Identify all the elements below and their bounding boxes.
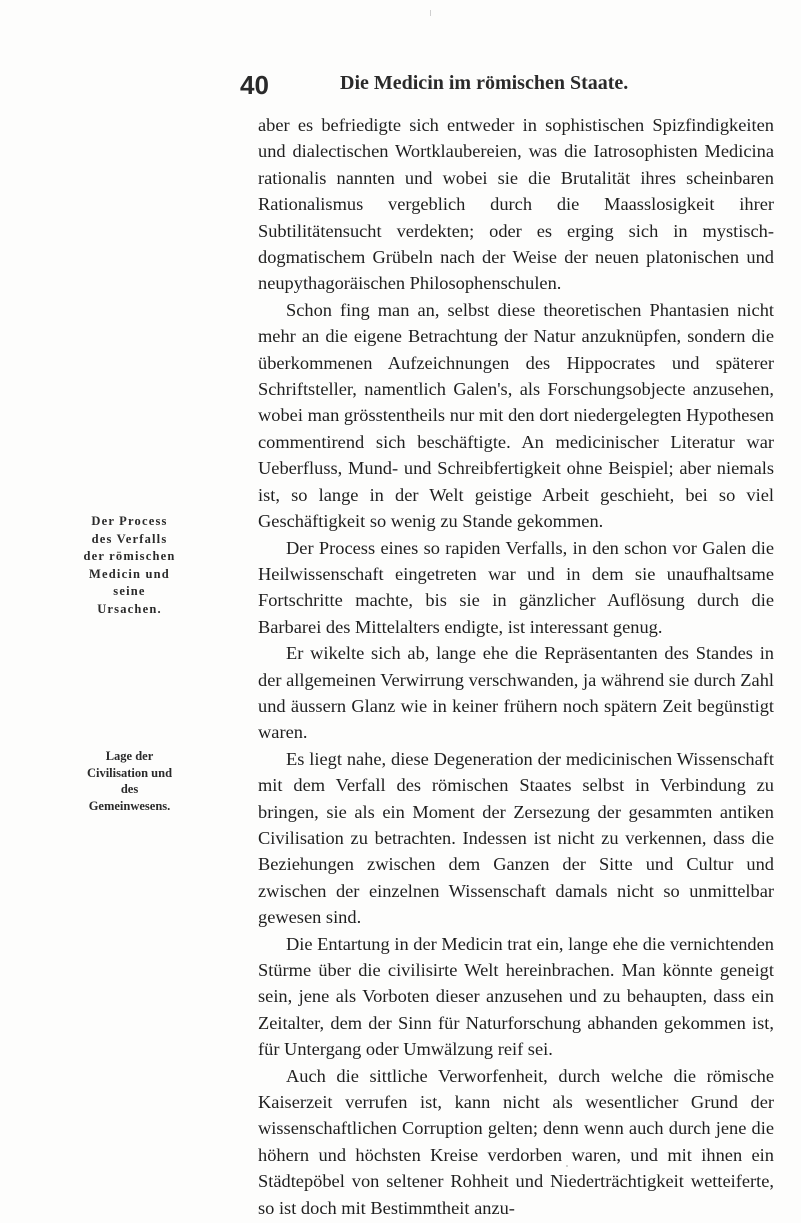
paragraph: Er wikelte sich ab, lange ehe die Repräsentanten des Standes in der allgemeinen Verwirrung verschwanden, ja während sie durch Zahl und äussern Glanz wie in keiner frühern noch spätern Zeit begünstigt waren. xyxy=(258,643,774,743)
margin-note-civilisation: Lage der Civilisation und des Gemeinwesens. xyxy=(86,749,173,813)
paragraph: Auch die sittliche Verworfenheit, durch welche die römische Kaiserzeit verrufen ist, kann nicht als wesentlicher Grund der wissenschaftlichen Corruption gelten; denn wenn auch durch jene die höhern und höchsten Kreise verdorben waren, und mit ihnen ein Städtepöbel von seltener Rohheit und Niederträchtigkeit wetteiferte, so ist doch mit Bestimmtheit anzu- xyxy=(258,1065,774,1218)
page-number: 40 xyxy=(240,70,269,100)
scan-mark xyxy=(430,10,431,16)
margin-note-process: Der Process des Verfalls der römischen Medicin und seine Ursachen. xyxy=(83,514,176,616)
paragraph: Schon fing man an, selbst diese theoretischen Phantasien nicht mehr an die eigene Betrachtung der Natur anzuknüpfen, sondern die überkommenen Aufzeichnungen des Hippocrates und späterer Schriftsteller, namentlich Galen's, als Forschungsobjecte anzusehen, wobei man grösstentheils nur mit den dort niedergelegten Hypothesen commentirend sich beschäftigte. An medicinischer Literatur war Ueberfluss, Mund- und Schreibfertigkeit ohne Beispiel; aber niemals ist, so lange in der Welt geistige Arbeit geschieht, bei so viel Geschäftigkeit so wenig zu Stande gekommen. xyxy=(258,299,774,532)
scan-mark xyxy=(566,1165,568,1167)
paragraph: aber es befriedigte sich entweder in sophistischen Spizfindigkeiten und dialectischen Wortklaubereien, was die Iatrosophisten Medicina rationalis nannten und wobei sie die Brutalität ihres scheinbaren Rationalismus vergeblich durch die Maasslosigkeit ihrer Subtilitätensucht verdekten; oder es erging sich in mystisch-dogmatischem Grübeln nach der Weise der neuen platonischen und neupythagoräischen Philosophenschulen. xyxy=(258,115,774,294)
paragraph: Der Process eines so rapiden Verfalls, in den schon vor Galen die Heilwissenschaft eingetreten war und in dem sie unaufhaltsame Fortschritte machte, bis sie in gänzlicher Auflösung durch die Barbarei des Mittelalters endigte, ist interessant genug. xyxy=(258,537,774,637)
running-title: Die Medicin im römischen Staate. xyxy=(340,72,629,94)
body-text xyxy=(258,112,774,1221)
paragraph: Die Entartung in der Medicin trat ein, lange ehe die vernichtenden Stürme über die civilisirte Welt hereinbrachen. Man könnte geneigt sein, jene als Vorboten dieser anzusehen und zu behaupten, dass ein Zeitalter, dem der Sinn für Naturforschung abhanden gekommen ist, für Untergang oder Umwälzung reif sei. xyxy=(258,933,774,1060)
paragraph: Es liegt nahe, diese Degeneration der medicinischen Wissenschaft mit dem Verfall des römischen Staates selbst in Verbindung zu bringen, sie als ein Moment der Zersezung der gesammten antiken Civilisation zu betrachten. Indessen ist nicht zu verkennen, dass die Beziehungen zwischen dem Ganzen der Sitte und Cultur und zwischen der einzelnen Wissenschaft damals nicht so unmittelbar gewesen sind. xyxy=(258,748,774,928)
